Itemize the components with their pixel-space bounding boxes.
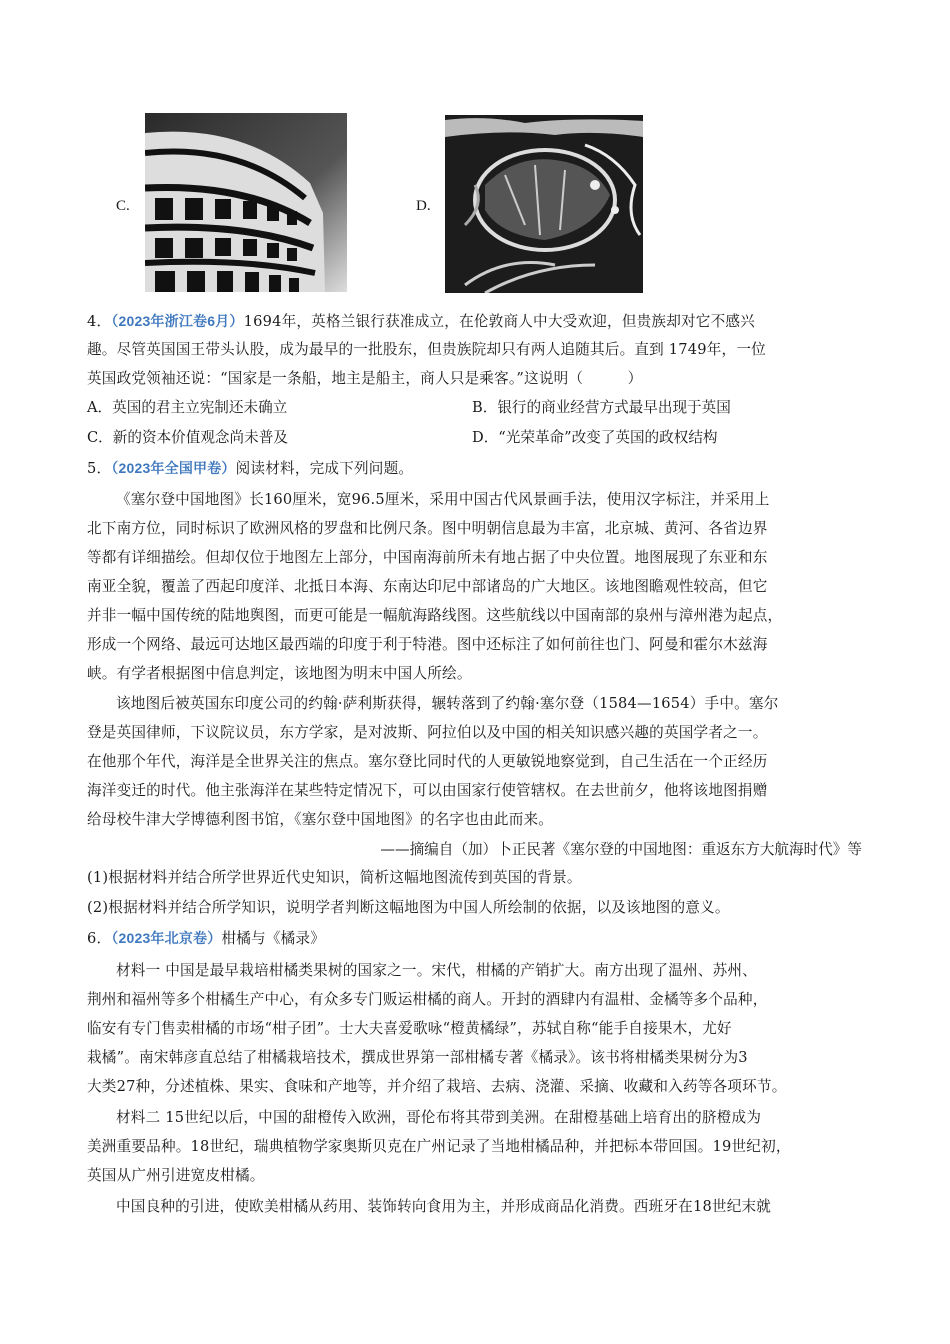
q5-para2-line: 登是英国律师，下议院议员，东方学家，是对波斯、阿拉伯以及中国的相关知识感兴趣的英国学者之一。 xyxy=(87,724,768,741)
q4-text-1: 1694年，英格兰银行获准成立，在伦敦商人中大受欢迎，但贵族却对它不感兴 xyxy=(243,313,755,330)
q5-para1-line: 峡。有学者根据图中信息判定，该地图为明末中国人所绘。 xyxy=(87,665,472,682)
q6-number: 6． xyxy=(87,930,112,947)
q6-material1-line: 材料一 中国是最早栽培柑橘类果树的国家之一。宋代，柑橘的产销扩大。南方出现了温州、苏州、 xyxy=(116,962,757,979)
q5-citation: ——摘编自（加）卜正民著《塞尔登的中国地图：重返东方大航海时代》等 xyxy=(380,841,862,858)
q6-source-tag: （2023年北京卷） xyxy=(111,930,222,946)
q5-number: 5． xyxy=(87,460,112,477)
q6-material1-line: 栽橘”。南宋韩彦直总结了柑橘栽培技术，撰成世界第一部柑橘专著《橘录》。该书将柑橘类果树分为3 xyxy=(87,1049,748,1066)
q4-option-c[interactable]: C．新的资本价值观念尚未普及 xyxy=(87,429,288,446)
q6-material3-line: 中国良种的引进，使欧美柑橘从药用、装饰转向食用为主，并形成商品化消费。西班牙在18世纪末就 xyxy=(116,1198,772,1215)
q6-material2-line: 英国从广州引进宽皮柑橘。 xyxy=(87,1167,265,1184)
q5-source-tag: （2023年全国甲卷） xyxy=(111,460,236,476)
q5-subquestion-2: (2)根据材料并结合所学知识，说明学者判断这幅地图为中国人所绘制的依据，以及该地图的意义。 xyxy=(87,899,730,916)
map-image xyxy=(445,115,643,293)
q5-para2-line: 给母校牛津大学博德利图书馆，《塞尔登中国地图》的名字也由此而来。 xyxy=(87,811,554,828)
q5-para1-line: 北下南方位，同时标识了欧洲风格的罗盘和比例尺条。图中明朝信息最为丰富，北京城、黄河、各省边界 xyxy=(87,520,768,537)
q6-material1-line: 荆州和福州等多个柑橘生产中心，有众多专门贩运柑橘的商人。开封的酒肆内有温柑、金橘等多个品种， xyxy=(87,991,768,1008)
colosseum-image xyxy=(145,113,347,292)
q5-para1-line: 南亚全貌，覆盖了西起印度洋、北抵日本海、东南达印尼中部诸岛的广大地区。该地图瞻观性较高，但它 xyxy=(87,578,768,595)
q5-header xyxy=(87,458,413,479)
q6-header xyxy=(87,928,325,949)
q5-para1-line: 《塞尔登中国地图》长160厘米，宽96.5厘米，采用中国古代风景画手法，使用汉字标注，并采用上 xyxy=(116,491,770,508)
q5-para2-line: 该地图后被英国东印度公司的约翰·萨利斯获得，辗转落到了约翰·塞尔登（1584—1654）手中。塞尔 xyxy=(116,695,779,712)
q5-para1-line: 等都有详细描绘。但却仅位于地图左上部分，中国南海前所未有地占据了中央位置。地图展现了东亚和东 xyxy=(87,549,768,566)
q5-para2-line: 在他那个年代，海洋是全世界关注的焦点。塞尔登比同时代的人更敏锐地察觉到，自己生活在一个正经历 xyxy=(87,753,768,770)
figure-c-label: C. xyxy=(116,198,130,214)
q4-line-1 xyxy=(87,311,755,332)
q4-option-d[interactable]: D．“光荣革命”改变了英国的政权结构 xyxy=(472,429,718,446)
figure-d-label: D. xyxy=(416,198,431,214)
q5-para1-line: 形成一个网络、最远可达地区最西端的印度于利于特港。图中还标注了如何前往也门、阿曼和霍尔木兹海 xyxy=(87,636,768,653)
q5-para2-line: 海洋变迁的时代。他主张海洋在某些特定情况下，可以由国家行使管辖权。在去世前夕，他将该地图捐赠 xyxy=(87,782,768,799)
q5-subquestion-1: (1)根据材料并结合所学世界近代史知识，简析这幅地图流传到英国的背景。 xyxy=(87,869,582,886)
q6-material2-line: 美洲重要品种。18世纪，瑞典植物学家奥斯贝克在广州记录了当地柑橘品种，并把标本带回国。19世纪初， xyxy=(87,1138,791,1155)
q5-para1-line: 并非一幅中国传统的陆地舆图，而更可能是一幅航海路线图。这些航线以中国南部的泉州与漳州港为起点， xyxy=(87,607,783,624)
q6-material2-line: 材料二 15世纪以后，中国的甜橙传入欧洲，哥伦布将其带到美洲。在甜橙基础上培育出的脐橙成为 xyxy=(116,1109,762,1126)
q6-material1-line: 临安有专门售卖柑橘的市场“柑子团”。士大夫喜爱歌咏“橙黄橘绿”，苏轼自称“能手自接果木，尤好 xyxy=(87,1020,732,1037)
q4-option-a[interactable]: A．英国的君主立宪制还未确立 xyxy=(87,399,288,416)
q6-title: 柑橘与《橘录》 xyxy=(221,930,325,947)
q4-source-tag: （2023年浙江卷6月） xyxy=(111,313,244,329)
q5-intro: 阅读材料，完成下列问题。 xyxy=(235,460,414,477)
q4-option-b[interactable]: B．银行的商业经营方式最早出现于英国 xyxy=(472,399,731,416)
q4-number: 4． xyxy=(87,313,112,330)
q6-material1-line: 大类27种，分述植株、果实、食味和产地等，并介绍了栽培、去病、浇灌、采摘、收藏和入药等各项环节。 xyxy=(87,1078,787,1095)
q4-line-2: 趣。尽管英国国王带头认股，成为最早的一批股东，但贵族院却只有两人追随其后。直到 1749年，一位 xyxy=(87,341,766,358)
q4-line-3: 英国政党领袖还说：“国家是一条船，地主是船主，商人只是乘客。”这说明（ ） xyxy=(87,370,643,387)
